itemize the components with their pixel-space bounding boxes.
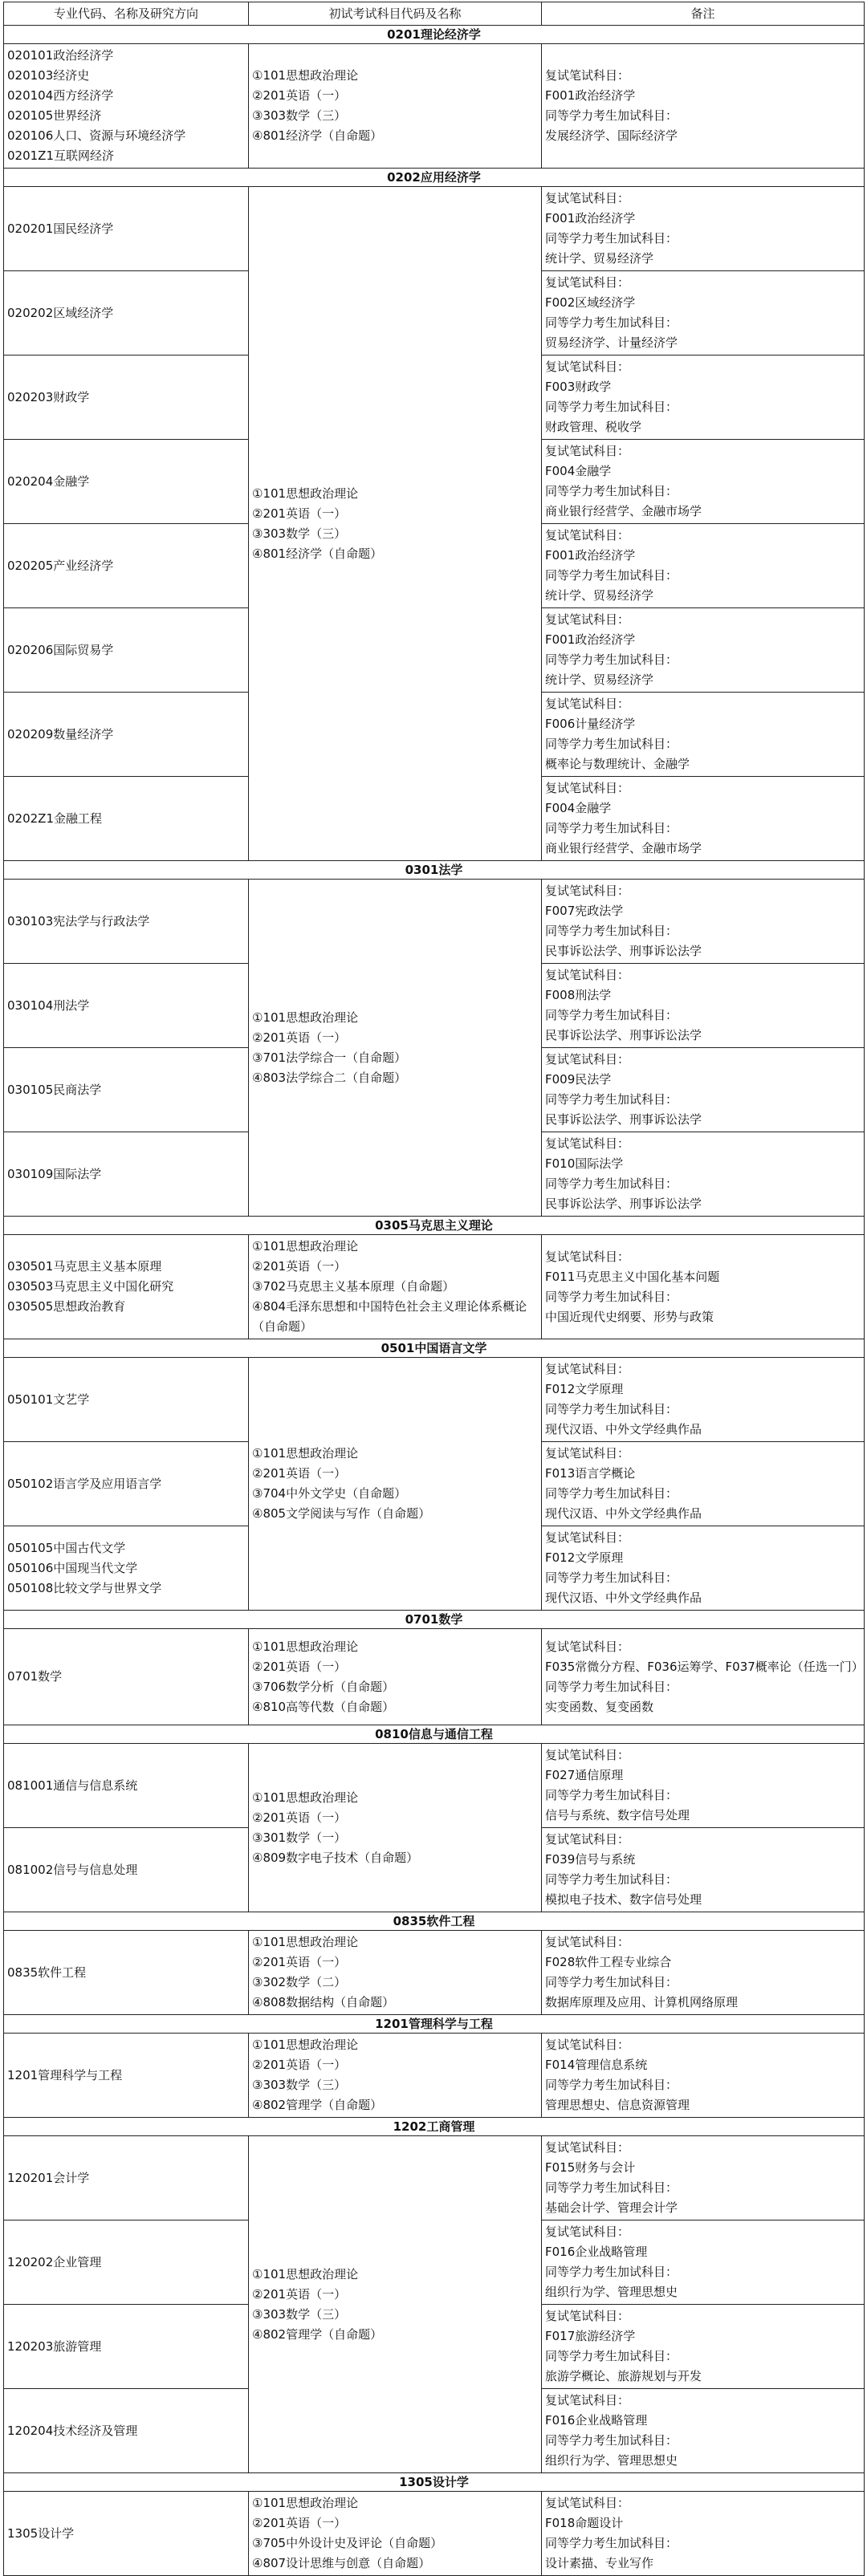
text-line: F008刑法学 <box>545 988 612 1002</box>
section-title: 0301法学 <box>4 861 865 880</box>
notes-cell <box>542 1744 865 1828</box>
text-line: 复试笔试科目： <box>545 275 630 290</box>
text-line: 同等学力考生加试科目： <box>545 1008 678 1022</box>
section-title: 0201理论经济学 <box>4 26 865 44</box>
text-line: 同等学力考生加试科目： <box>545 652 678 667</box>
section-title: 0501中国语言文学 <box>4 1339 865 1358</box>
text-line: 020105世界经济 <box>7 108 102 123</box>
exam-subjects-cell <box>249 1931 542 2015</box>
text-line: F014管理信息系统 <box>545 2058 648 2072</box>
text-line: 复试笔试科目： <box>545 2225 630 2239</box>
text-line: F012文学原理 <box>545 1382 624 1396</box>
major-cell <box>4 777 249 861</box>
text-line: 复试笔试科目： <box>545 2140 630 2155</box>
section-title: 1201管理科学与工程 <box>4 2015 865 2034</box>
text-line: 同等学力考生加试科目： <box>545 2078 678 2092</box>
text-line: 030104刑法学 <box>7 997 90 1013</box>
text-line: ②201英语（一） <box>252 2516 347 2530</box>
text-line: 050102语言学及应用语言学 <box>7 1476 162 1491</box>
text-line: 复试笔试科目： <box>545 1249 630 1264</box>
text-line: 复试笔试科目： <box>545 697 630 711</box>
text-line: ③302数学（二） <box>252 1975 347 1989</box>
major-cell <box>4 2492 249 2576</box>
text-line: 同等学力考生加试科目： <box>545 400 678 414</box>
table-row <box>4 187 865 271</box>
major-cell <box>4 608 249 693</box>
text-line: ①101思想政治理论 <box>252 2038 359 2052</box>
section-header-row <box>4 2015 865 2034</box>
text-line: 复试笔试科目： <box>545 360 630 374</box>
major-cell <box>4 271 249 356</box>
text-line: ①101思想政治理论 <box>252 1790 359 1805</box>
major-cell <box>4 1132 249 1217</box>
exam-subjects-cell <box>249 2136 542 2473</box>
exam-subjects-cell <box>249 44 542 169</box>
text-line: 同等学力考生加试科目： <box>545 568 678 583</box>
text-line: ②201英语（一） <box>252 1466 347 1481</box>
text-line: ③704中外文学史（自命题） <box>252 1486 407 1501</box>
text-line: 管理思想史、信息资源管理 <box>545 2098 690 2112</box>
text-line: 050108比较文学与世界文学 <box>7 1580 162 1595</box>
notes-cell <box>542 1828 865 1912</box>
notes-cell <box>542 2136 865 2220</box>
text-line: ④808数据结构（自命题） <box>252 1995 395 2009</box>
text-line: F017旅游经济学 <box>545 2329 636 2343</box>
text-line: 信号与系统、数字信号处理 <box>545 1808 690 1822</box>
text-line: F001政治经济学 <box>545 548 636 563</box>
section-header-row <box>4 1725 865 1744</box>
text-line: 民事诉讼法学、刑事诉讼法学 <box>545 1197 702 1211</box>
text-line: ④802管理学（自命题） <box>252 2326 383 2342</box>
text-line: 复试笔试科目： <box>545 68 630 83</box>
text-line: 同等学力考生加试科目： <box>545 315 678 330</box>
text-line: ①101思想政治理论 <box>252 1010 359 1025</box>
text-line: 030501马克思主义基本原理 <box>7 1259 162 1274</box>
major-cell <box>4 1358 249 1442</box>
text-line: 同等学力考生加试科目： <box>545 1570 678 1585</box>
table-row <box>4 44 865 169</box>
text-line: 实变函数、复变函数 <box>545 1699 654 1714</box>
text-line: 统计学、贸易经济学 <box>545 251 654 266</box>
text-line: F004金融学 <box>545 464 612 478</box>
notes-cell <box>542 777 865 861</box>
major-cell <box>4 880 249 964</box>
text-line: ④802管理学（自命题） <box>252 2098 383 2112</box>
header-notes: 备注 <box>542 2 865 26</box>
notes-cell <box>542 1526 865 1611</box>
notes-cell <box>542 2220 865 2305</box>
text-line: 数据库原理及应用、计算机网络原理 <box>545 1995 739 2009</box>
text-line: 统计学、贸易经济学 <box>545 588 654 603</box>
text-line: 复试笔试科目： <box>545 1935 630 1949</box>
text-line: ④801经济学（自命题） <box>252 546 383 561</box>
text-line: ④801经济学（自命题） <box>252 128 383 143</box>
text-line: 发展经济学、国际经济学 <box>545 128 678 143</box>
major-cell <box>4 1048 249 1132</box>
text-line: 现代汉语、中外文学经典作品 <box>545 1422 702 1436</box>
notes-cell <box>542 271 865 356</box>
major-cell <box>4 2389 249 2473</box>
text-line: ④810高等代数（自命题） <box>252 1699 395 1714</box>
text-line: 复试笔试科目： <box>545 612 630 627</box>
section-header-row <box>4 1339 865 1358</box>
text-line: 复试笔试科目： <box>545 968 630 982</box>
major-cell <box>4 2220 249 2305</box>
table-row <box>4 1358 865 1442</box>
exam-subjects-cell <box>249 1235 542 1339</box>
text-line: 旅游学概论、旅游规划与开发 <box>545 2369 702 2383</box>
notes-cell <box>542 440 865 524</box>
text-line: ②201英语（一） <box>252 1955 347 1969</box>
text-line: 050105中国古代文学 <box>7 1540 126 1555</box>
text-line: F009民法学 <box>545 1072 612 1087</box>
text-line: 同等学力考生加试科目： <box>545 1486 678 1501</box>
text-line: ③301数学（一） <box>252 1830 347 1845</box>
table-row <box>4 2492 865 2576</box>
text-line: 复试笔试科目： <box>545 1748 630 1762</box>
text-line: 同等学力考生加试科目： <box>545 2265 678 2279</box>
text-line: 030505思想政治教育 <box>7 1299 126 1314</box>
notes-cell <box>542 187 865 271</box>
text-line: ④805文学阅读与写作（自命题） <box>252 1506 431 1521</box>
table-row <box>4 2034 865 2118</box>
text-line: 081001通信与信息系统 <box>7 1778 138 1793</box>
text-line: F015财务与会计 <box>545 2160 636 2175</box>
text-line: 020103经济史 <box>7 68 90 83</box>
text-line: 020104西方经济学 <box>7 88 114 103</box>
text-line: ③702马克思主义基本原理（自命题） <box>252 1279 455 1294</box>
table-row <box>4 1629 865 1725</box>
text-line: 081002信号与信息处理 <box>7 1862 138 1877</box>
notes-cell <box>542 1358 865 1442</box>
notes-cell <box>542 356 865 440</box>
exam-subjects-cell <box>249 1629 542 1725</box>
text-line: 现代汉语、中外文学经典作品 <box>545 1591 702 1605</box>
admissions-table <box>3 2 864 2576</box>
table-row <box>4 1744 865 1828</box>
text-line: ③701法学综合一（自命题） <box>252 1050 407 1065</box>
text-line: 模拟电子技术、数字信号处理 <box>545 1892 702 1907</box>
table-row <box>4 2136 865 2220</box>
major-cell <box>4 2305 249 2389</box>
section-header-row <box>4 1912 865 1931</box>
text-line: 120203旅游管理 <box>7 2338 102 2354</box>
major-cell <box>4 2136 249 2220</box>
text-line: 复试笔试科目： <box>545 1446 630 1461</box>
text-line: 020201国民经济学 <box>7 221 114 236</box>
text-line: ①101思想政治理论 <box>252 1935 359 1949</box>
table-row <box>4 880 865 964</box>
text-line: 复试笔试科目： <box>545 2038 630 2052</box>
section-title: 0202应用经济学 <box>4 169 865 187</box>
notes-cell <box>542 1132 865 1217</box>
text-line: F003财政学 <box>545 380 612 394</box>
text-line: 020203财政学 <box>7 389 90 404</box>
text-line: 基础会计学、管理会计学 <box>545 2200 678 2215</box>
text-line: 复试笔试科目： <box>545 2393 630 2407</box>
notes-cell <box>542 2389 865 2473</box>
major-cell <box>4 2034 249 2118</box>
section-title: 1305设计学 <box>4 2473 865 2492</box>
text-line: ①101思想政治理论 <box>252 2266 359 2281</box>
notes-cell <box>542 2034 865 2118</box>
text-line: 中国近现代史纲要、形势与政策 <box>545 1309 714 1324</box>
text-line: 同等学力考生加试科目： <box>545 821 678 835</box>
exam-subjects-cell <box>249 2492 542 2576</box>
section-header-row <box>4 1217 865 1235</box>
text-line: 民事诉讼法学、刑事诉讼法学 <box>545 1112 702 1127</box>
text-line: 同等学力考生加试科目： <box>545 1975 678 1989</box>
text-line: 030109国际法学 <box>7 1166 102 1181</box>
section-header-row <box>4 2118 865 2136</box>
exam-subjects-cell <box>249 880 542 1217</box>
section-title: 0701数学 <box>4 1611 865 1629</box>
text-line: 同等学力考生加试科目： <box>545 484 678 498</box>
text-line: ④803法学综合二（自命题） <box>252 1070 407 1085</box>
text-line: F010国际法学 <box>545 1156 624 1171</box>
header-exams: 初试考试科目代码及名称 <box>249 2 542 26</box>
text-line: 复试笔试科目： <box>545 444 630 458</box>
text-line: 120202企业管理 <box>7 2254 102 2269</box>
text-line: 同等学力考生加试科目： <box>545 2536 678 2550</box>
text-line: 复试笔试科目： <box>545 1530 630 1545</box>
section-header-row <box>4 169 865 187</box>
notes-cell <box>542 608 865 693</box>
text-line: 同等学力考生加试科目： <box>545 737 678 751</box>
major-cell <box>4 964 249 1048</box>
section-title: 0835软件工程 <box>4 1912 865 1931</box>
text-line: ②201英语（一） <box>252 1030 347 1045</box>
header-row <box>4 2 865 26</box>
text-line: 同等学力考生加试科目： <box>545 2349 678 2363</box>
text-line: 050106中国现当代文学 <box>7 1560 138 1575</box>
text-line: 同等学力考生加试科目： <box>545 1872 678 1887</box>
text-line: 商业银行经营学、金融市场学 <box>545 504 702 518</box>
text-line: 同等学力考生加试科目： <box>545 1289 678 1304</box>
text-line: ①101思想政治理论 <box>252 68 359 83</box>
text-line: 组织行为学、管理思想史 <box>545 2453 678 2468</box>
major-cell <box>4 1235 249 1339</box>
notes-cell <box>542 2492 865 2576</box>
notes-cell <box>542 693 865 777</box>
major-cell <box>4 440 249 524</box>
text-line: 020209数量经济学 <box>7 726 114 742</box>
text-line: 120201会计学 <box>7 2170 90 2185</box>
text-line: 020206国际贸易学 <box>7 642 114 657</box>
text-line: 同等学力考生加试科目： <box>545 1788 678 1802</box>
table-row <box>4 1931 865 2015</box>
notes-cell <box>542 524 865 608</box>
text-line: ①101思想政治理论 <box>252 2496 359 2510</box>
text-line: 同等学力考生加试科目： <box>545 1176 678 1191</box>
text-line: 030503马克思主义中国化研究 <box>7 1279 174 1294</box>
text-line: 020106人口、资源与环境经济学 <box>7 128 186 143</box>
major-cell <box>4 693 249 777</box>
text-line: 同等学力考生加试科目： <box>545 1402 678 1416</box>
text-line: 复试笔试科目： <box>545 1362 630 1376</box>
major-cell <box>4 44 249 169</box>
text-line: F007宪政法学 <box>545 904 624 918</box>
major-cell <box>4 1629 249 1725</box>
text-line: F035常微分方程、F036运筹学、F037概率论（任选一门） <box>545 1659 864 1674</box>
text-line: ③303数学（三） <box>252 2306 347 2322</box>
major-cell <box>4 1442 249 1526</box>
text-line: 复试笔试科目： <box>545 1832 630 1847</box>
text-line: ④809数字电子技术（自命题） <box>252 1850 419 1865</box>
text-line: F001政治经济学 <box>545 632 636 647</box>
text-line: 设计素描、专业写作 <box>545 2556 654 2570</box>
text-line: F013语言学概论 <box>545 1466 636 1481</box>
exam-subjects-cell <box>249 1744 542 1912</box>
text-line: ①101思想政治理论 <box>252 1239 359 1253</box>
text-line: F006计量经济学 <box>545 717 636 731</box>
text-line: 同等学力考生加试科目： <box>545 1092 678 1107</box>
section-header-row <box>4 861 865 880</box>
text-line: 民事诉讼法学、刑事诉讼法学 <box>545 944 702 958</box>
text-line: ②201英语（一） <box>252 1259 347 1274</box>
major-cell <box>4 1526 249 1611</box>
text-line: 财政管理、税收学 <box>545 420 642 434</box>
section-title: 0305马克思主义理论 <box>4 1217 865 1235</box>
text-line: ③303数学（三） <box>252 2078 347 2092</box>
text-line: ①101思想政治理论 <box>252 1639 359 1654</box>
major-cell <box>4 1828 249 1912</box>
text-line: ②201英语（一） <box>252 506 347 521</box>
text-line: 同等学力考生加试科目： <box>545 2180 678 2195</box>
text-line: 复试笔试科目： <box>545 1136 630 1151</box>
text-line: 复试笔试科目： <box>545 528 630 542</box>
text-line: 030103宪法学与行政法学 <box>7 913 150 928</box>
text-line: 商业银行经营学、金融市场学 <box>545 841 702 855</box>
text-line: 同等学力考生加试科目： <box>545 924 678 938</box>
text-line: 复试笔试科目： <box>545 1639 630 1654</box>
text-line: 020204金融学 <box>7 473 90 489</box>
text-line: 复试笔试科目： <box>545 2309 630 2323</box>
text-line: ③705中外设计史及评论（自命题） <box>252 2536 443 2550</box>
major-cell <box>4 187 249 271</box>
text-line: F016企业战略管理 <box>545 2413 648 2428</box>
text-line: 概率论与数理统计、金融学 <box>545 757 690 771</box>
text-line: 0202Z1金融工程 <box>7 811 102 826</box>
text-line: F011马克思主义中国化基本问题 <box>545 1269 720 1284</box>
text-line: F001政治经济学 <box>545 211 636 226</box>
text-line: F002区域经济学 <box>545 295 636 310</box>
text-line: ③303数学（三） <box>252 526 347 541</box>
section-title: 1202工商管理 <box>4 2118 865 2136</box>
text-line: 同等学力考生加试科目： <box>545 108 678 123</box>
section-header-row <box>4 1611 865 1629</box>
text-line: 120204技术经济及管理 <box>7 2423 138 2438</box>
text-line: 0835软件工程 <box>7 1965 87 1980</box>
section-header-row <box>4 2473 865 2492</box>
text-line: 020101政治经济学 <box>7 48 114 63</box>
text-line: 同等学力考生加试科目： <box>545 231 678 246</box>
text-line: 复试笔试科目： <box>545 781 630 795</box>
text-line: 复试笔试科目： <box>545 191 630 205</box>
notes-cell <box>542 44 865 169</box>
text-line: 统计学、贸易经济学 <box>545 672 654 687</box>
text-line: 复试笔试科目： <box>545 2496 630 2510</box>
text-line: 0701数学 <box>7 1669 63 1684</box>
text-line: 同等学力考生加试科目： <box>545 1679 678 1694</box>
text-line: ①101思想政治理论 <box>252 1446 359 1461</box>
notes-cell <box>542 964 865 1048</box>
text-line: 组织行为学、管理思想史 <box>545 2285 678 2299</box>
text-line: F018命题设计 <box>545 2516 624 2530</box>
section-header-row <box>4 26 865 44</box>
major-cell <box>4 1931 249 2015</box>
table-row <box>4 1235 865 1339</box>
notes-cell <box>542 2305 865 2389</box>
text-line: F039信号与系统 <box>545 1852 636 1867</box>
exam-subjects-cell <box>249 1358 542 1611</box>
text-line: F027通信原理 <box>545 1768 624 1782</box>
text-line: 1305设计学 <box>7 2525 75 2541</box>
text-line: ①101思想政治理论 <box>252 486 359 501</box>
text-line: 复试笔试科目： <box>545 1052 630 1067</box>
major-cell <box>4 524 249 608</box>
section-title: 0810信息与通信工程 <box>4 1725 865 1744</box>
major-cell <box>4 356 249 440</box>
exam-subjects-cell <box>249 2034 542 2118</box>
text-line: ②201英语（一） <box>252 88 347 103</box>
text-line: ②201英语（一） <box>252 1659 347 1674</box>
text-line: F001政治经济学 <box>545 88 636 103</box>
text-line: F004金融学 <box>545 801 612 815</box>
text-line: F016企业战略管理 <box>545 2245 648 2259</box>
text-line: ③706数学分析（自命题） <box>252 1679 395 1694</box>
text-line: 020205产业经济学 <box>7 558 114 573</box>
notes-cell <box>542 1442 865 1526</box>
text-line: ④804毛泽东思想和中国特色社会主义理论体系概论（自命题） <box>252 1299 527 1334</box>
text-line: 0201Z1互联网经济 <box>7 148 114 163</box>
header-major: 专业代码、名称及研究方向 <box>4 2 249 26</box>
text-line: 同等学力考生加试科目： <box>545 2433 678 2448</box>
text-line: 020202区域经济学 <box>7 305 114 320</box>
text-line: 050101文艺学 <box>7 1392 90 1407</box>
notes-cell <box>542 880 865 964</box>
notes-cell <box>542 1235 865 1339</box>
text-line: 现代汉语、中外文学经典作品 <box>545 1506 702 1521</box>
text-line: 贸易经济学、计量经济学 <box>545 335 678 350</box>
text-line: ②201英语（一） <box>252 1810 347 1825</box>
text-line: 民事诉讼法学、刑事诉讼法学 <box>545 1028 702 1042</box>
text-line: 复试笔试科目： <box>545 884 630 898</box>
text-line: ②201英语（一） <box>252 2058 347 2072</box>
text-line: 1201管理科学与工程 <box>7 2067 123 2082</box>
text-line: F012文学原理 <box>545 1550 624 1565</box>
text-line: 030105民商法学 <box>7 1082 102 1097</box>
notes-cell <box>542 1931 865 2015</box>
notes-cell <box>542 1629 865 1725</box>
text-line: ④807设计思维与创意（自命题） <box>252 2556 431 2570</box>
major-cell <box>4 1744 249 1828</box>
exam-subjects-cell <box>249 187 542 861</box>
text-line: ②201英语（一） <box>252 2286 347 2302</box>
text-line: ③303数学（三） <box>252 108 347 123</box>
text-line: F028软件工程专业综合 <box>545 1955 672 1969</box>
notes-cell <box>542 1048 865 1132</box>
